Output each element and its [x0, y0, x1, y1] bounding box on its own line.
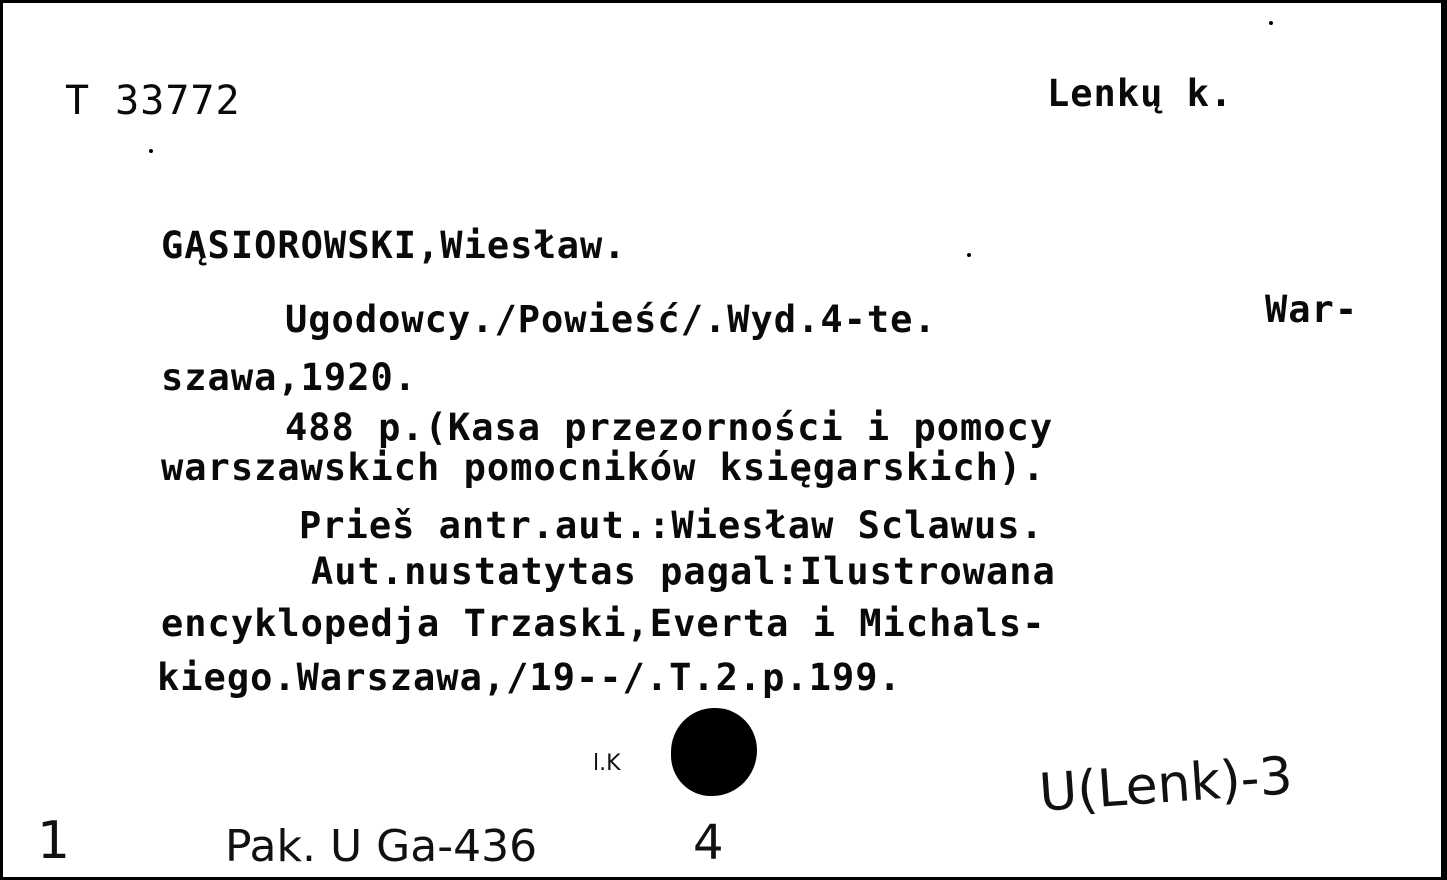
title-line: Ugodowcy./Powieść/.Wyd.4-te.: [285, 298, 937, 341]
place-date-line: szawa,1920.: [161, 356, 418, 399]
place-line-end: War-: [1265, 288, 1359, 331]
ink-blot: [671, 708, 757, 796]
series-line: warszawskich pomocników księgarskich).: [161, 446, 1046, 489]
source-note-cont-1: encyklopedja Trzaski,Everta i Michals-: [161, 602, 1046, 645]
handwritten-left-number: 1: [37, 811, 71, 871]
handwritten-copy-number: 4: [693, 815, 724, 871]
handwritten-shelf-code: U(Lenk)-3: [1037, 746, 1295, 824]
speck: [967, 253, 971, 257]
source-note-cont-2: kiego.Warszawa,/19--/.T.2.p.199.: [157, 656, 902, 699]
pseudonym-note: Prieš antr.aut.:Wiesław Sclawus.: [299, 504, 1044, 547]
source-note: Aut.nustatytas pagal:Ilustrowana: [311, 550, 1056, 593]
collection-label: Lenkų k.: [1047, 72, 1234, 115]
call-number: T 33772: [65, 78, 241, 124]
author-heading: GĄSIOROWSKI,Wiesław.: [161, 224, 627, 267]
collation-line: 488 p.(Kasa przezorności i pomocy: [285, 406, 1054, 449]
speck: [1269, 21, 1273, 25]
handwritten-small-mark: l.K: [593, 751, 621, 776]
speck: [149, 149, 153, 153]
handwritten-pak-code: Pak. U Ga-436: [225, 821, 538, 872]
